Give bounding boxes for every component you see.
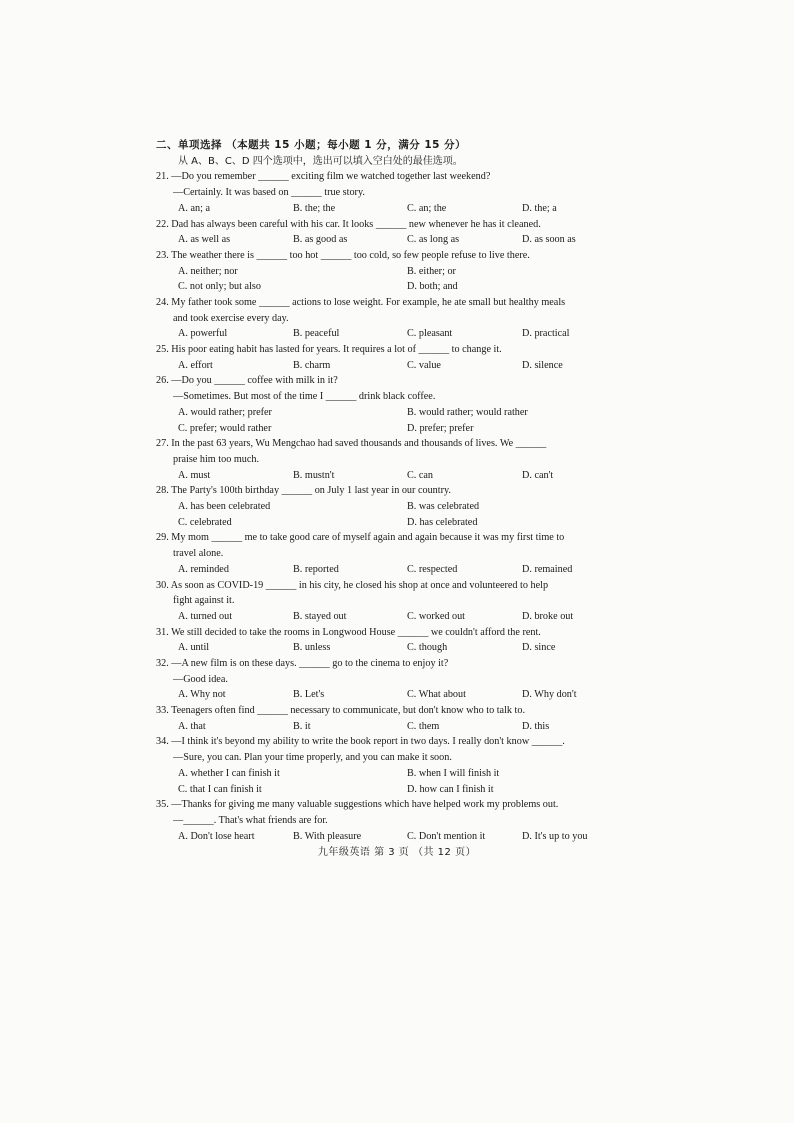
question-stem-continued: and took exercise every day. — [173, 312, 289, 324]
option-c[interactable]: C. not only; but also — [178, 281, 261, 293]
option-c[interactable]: C. prefer; would rather — [178, 422, 272, 434]
option-c[interactable]: C. as long as — [407, 234, 460, 246]
option-c[interactable]: C. them — [407, 720, 440, 732]
option-b[interactable]: B. reported — [293, 563, 339, 575]
option-b[interactable]: B. charm — [293, 359, 331, 371]
question-stem: 34. —I think it's beyond my ability to write the book report in two days. I really don't know ______. — [156, 736, 565, 748]
question-stem: 32. —A new film is on these days. ______ go to the cinema to enjoy it? — [156, 657, 449, 669]
option-b[interactable]: B. peaceful — [293, 328, 340, 340]
options-row — [156, 829, 626, 845]
question-list — [156, 169, 626, 844]
options-row — [156, 468, 626, 484]
question-stem: 35. —Thanks for giving me many valuable suggestions which have helped work my problems out. — [156, 799, 559, 811]
question-stem: 33. Teenagers often find ______ necessary to communicate, but don't know who to talk to. — [156, 705, 526, 717]
section-title: 二、单项选择 （本题共 15 小题；每小题 1 分，满分 15 分） — [156, 139, 467, 151]
question-item — [156, 530, 626, 577]
question-item — [156, 295, 626, 342]
option-c[interactable]: C. Don't mention it — [407, 830, 486, 842]
question-section — [156, 138, 626, 844]
options-row — [156, 640, 626, 656]
options-row — [156, 232, 626, 248]
options-row — [156, 499, 626, 515]
question-stem-continued: —Sometimes. But most of the time I ______ drink black coffee. — [173, 391, 436, 403]
option-a[interactable]: A. has been celebrated — [178, 501, 271, 513]
option-c[interactable]: C. though — [407, 642, 448, 654]
question-stem: 21. —Do you remember ______ exciting film we watched together last weekend? — [156, 171, 491, 183]
question-stem-continued: —Sure, you can. Plan your time properly, and you can make it soon. — [173, 752, 452, 764]
option-a[interactable]: A. neither; nor — [178, 265, 238, 277]
question-stem-continued: —Good idea. — [173, 673, 228, 685]
options-row — [156, 719, 626, 735]
option-d[interactable]: D. It's up to you — [522, 830, 588, 842]
option-b[interactable]: B. unless — [293, 642, 331, 654]
option-c[interactable]: C. What about — [407, 689, 466, 701]
options-row — [156, 201, 626, 217]
option-d[interactable]: D. has celebrated — [407, 516, 478, 528]
option-d[interactable]: D. silence — [522, 359, 563, 371]
question-item — [156, 483, 626, 530]
question-item — [156, 342, 626, 373]
question-stem-continued: praise him too much. — [173, 453, 260, 465]
question-stem: 29. My mom ______ me to take good care of myself again and again because it was my first time to — [156, 532, 565, 544]
option-c[interactable]: C. that I can finish it — [178, 783, 262, 795]
options-row — [156, 782, 626, 798]
option-b[interactable]: B. Let's — [293, 689, 325, 701]
option-d[interactable]: D. since — [522, 642, 556, 654]
page-footer: 九年级英语 第 3 页 （共 12 页） — [317, 847, 477, 858]
question-stem: 24. My father took some ______ actions to lose weight. For example, he ate small but healthy meals — [156, 296, 566, 308]
option-b[interactable]: B. it — [293, 720, 311, 732]
option-c[interactable]: C. an; the — [407, 202, 447, 214]
question-item — [156, 373, 626, 436]
options-row — [156, 421, 626, 437]
question-item — [156, 217, 626, 248]
option-a[interactable]: A. powerful — [178, 328, 228, 340]
options-row — [156, 687, 626, 703]
option-a[interactable]: A. that — [178, 720, 206, 732]
question-stem: 30. As soon as COVID-19 ______ in his city, he closed his shop at once and volunteered to help — [156, 579, 549, 591]
option-b[interactable]: B. was celebrated — [407, 501, 480, 513]
question-stem: 26. —Do you ______ coffee with milk in it? — [156, 375, 338, 387]
question-stem-continued: travel alone. — [173, 548, 224, 560]
question-stem-continued: fight against it. — [173, 595, 235, 607]
question-item — [156, 578, 626, 625]
options-row — [156, 766, 626, 782]
question-item — [156, 248, 626, 295]
option-d[interactable]: D. how can I finish it — [407, 783, 494, 795]
options-row — [156, 515, 626, 531]
option-b[interactable]: B. either; or — [407, 265, 456, 277]
option-d[interactable]: D. practical — [522, 328, 570, 340]
option-b[interactable]: B. the; the — [293, 202, 336, 214]
option-b[interactable]: B. would rather; would rather — [407, 406, 528, 418]
option-a[interactable]: A. must — [178, 469, 211, 481]
option-a[interactable]: A. until — [178, 642, 210, 654]
options-row — [156, 264, 626, 280]
option-c[interactable]: C. can — [407, 469, 434, 481]
option-c[interactable]: C. value — [407, 359, 441, 371]
options-row — [156, 405, 626, 421]
question-item — [156, 734, 626, 797]
question-stem: 27. In the past 63 years, Wu Mengchao had saved thousands and thousands of lives. We ______ — [156, 438, 547, 450]
options-row — [156, 562, 626, 578]
option-c[interactable]: C. worked out — [407, 610, 466, 622]
question-stem: 22. Dad has always been careful with his car. It looks ______ new whenever he has it cleaned. — [156, 218, 541, 230]
option-d[interactable]: D. prefer; prefer — [407, 422, 474, 434]
question-item — [156, 625, 626, 656]
options-row — [156, 279, 626, 295]
option-c[interactable]: C. celebrated — [178, 516, 232, 528]
option-a[interactable]: A. would rather; prefer — [178, 406, 272, 418]
options-row — [156, 326, 626, 342]
question-stem: 25. His poor eating habit has lasted for years. It requires a lot of ______ to change it. — [156, 344, 502, 356]
option-b[interactable]: B. as good as — [293, 234, 348, 246]
question-stem: 23. The weather there is ______ too hot ______ too cold, so few people refuse to live there. — [156, 249, 530, 261]
question-stem-continued: —Certainly. It was based on ______ true story. — [173, 187, 365, 199]
option-d[interactable]: D. Why don't — [522, 689, 577, 701]
section-instruction: 从 A、B、C、D 四个选项中，选出可以填入空白处的最佳选项。 — [178, 155, 463, 167]
question-item — [156, 703, 626, 734]
option-a[interactable]: A. Why not — [178, 689, 226, 701]
question-item — [156, 169, 626, 216]
option-c[interactable]: C. pleasant — [407, 328, 453, 340]
option-a[interactable]: A. reminded — [178, 563, 229, 575]
option-a[interactable]: A. as well as — [178, 234, 231, 246]
option-a[interactable]: A. effort — [178, 359, 213, 371]
options-row — [156, 609, 626, 625]
options-row — [156, 358, 626, 374]
option-d[interactable]: D. the; a — [522, 202, 557, 214]
option-a[interactable]: A. Don't lose heart — [178, 830, 255, 842]
option-b[interactable]: B. when I will finish it — [407, 767, 500, 779]
option-c[interactable]: C. respected — [407, 563, 458, 575]
question-stem: 31. We still decided to take the rooms in Longwood House ______ we couldn't afford the rent. — [156, 626, 541, 638]
option-d[interactable]: D. this — [522, 720, 550, 732]
question-item — [156, 656, 626, 703]
option-b[interactable]: B. With pleasure — [293, 830, 362, 842]
option-d[interactable]: D. can't — [522, 469, 554, 481]
option-d[interactable]: D. broke out — [522, 610, 574, 622]
option-a[interactable]: A. turned out — [178, 610, 233, 622]
option-d[interactable]: D. both; and — [407, 281, 458, 293]
option-d[interactable]: D. remained — [522, 563, 573, 575]
option-a[interactable]: A. whether I can finish it — [178, 767, 280, 779]
question-stem-continued: —______. That's what friends are for. — [173, 814, 328, 826]
question-item — [156, 436, 626, 483]
option-d[interactable]: D. as soon as — [522, 234, 576, 246]
option-b[interactable]: B. mustn't — [293, 469, 335, 481]
question-item — [156, 797, 626, 844]
question-stem: 28. The Party's 100th birthday ______ on July 1 last year in our country. — [156, 485, 451, 497]
option-a[interactable]: A. an; a — [178, 202, 210, 214]
option-b[interactable]: B. stayed out — [293, 610, 347, 622]
